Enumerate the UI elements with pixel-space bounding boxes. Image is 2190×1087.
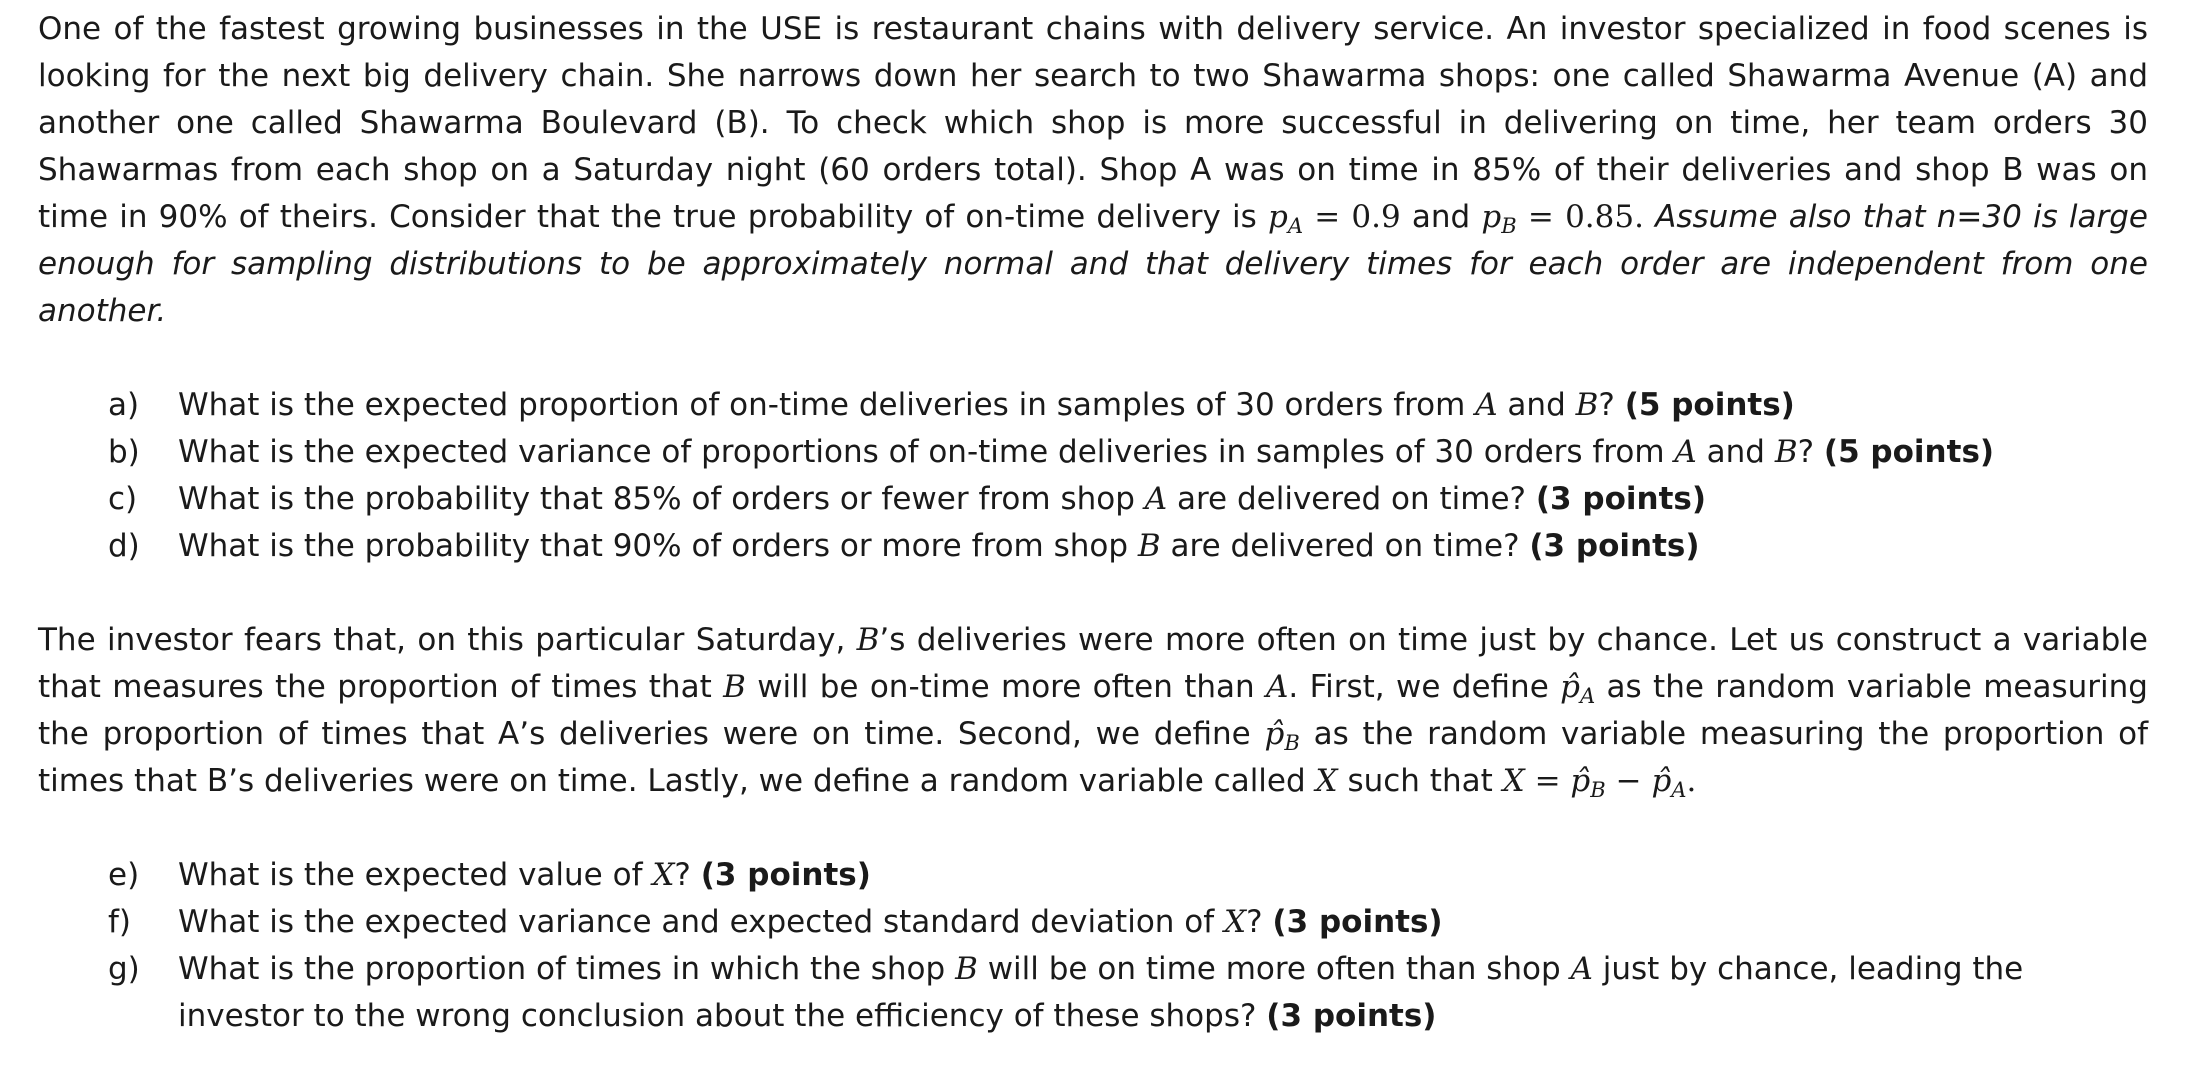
math-phat-B: $p̂_B$ bbox=[1264, 716, 1300, 755]
points-badge: (3 points) bbox=[1535, 481, 1707, 517]
problem-sheet bbox=[38, 6, 2148, 1087]
math-pA: $p_A = 0.9$ bbox=[1267, 199, 1401, 238]
question-c: c) What is the probability that 85% of orders or fewer from shop A are delivered on time? (3 points) bbox=[108, 481, 1707, 517]
question-b: b) What is the expected variance of proportions of on-time deliveries in samples of 30 orders from A and B? (5 points) bbox=[108, 434, 1995, 470]
points-badge: (3 points) bbox=[1529, 528, 1700, 564]
question-g: g) What is the proportion of times in which the shop B will be on time more often than shop A just by chance, leading the investor to the wrong conclusion about the efficiency of these shops? (3 points) bbox=[108, 951, 2024, 1034]
points-badge: (3 points) bbox=[700, 857, 871, 893]
question-f: f) What is the expected variance and expected standard deviation of X? (3 points) bbox=[108, 904, 1443, 940]
intro-assumption-note: Assume also that n=30 is large enough for sampling distributions to be approximately normal and that delivery times for each order are independent from one another. bbox=[38, 199, 2148, 329]
variable-definition-paragraph: The investor fears that, on this particular Saturday, B’s deliveries were more often on time just by chance. Let us construct a variable that measures the proportion of times that B will be on-time more often than A. First, we define $p̂_A$ as the random variable measuring the proportion of times that A’s deliveries were on time. Second, we define $p̂_B$ as the random variable measuring the proportion of times that B’s deliveries were on time. Lastly, we define a random variable called X such that $X = p̂_B$ − $p̂_A$. bbox=[38, 622, 2148, 802]
question-a: a) What is the expected proportion of on-time deliveries in samples of 30 orders from A and B? (5 points) bbox=[108, 387, 1795, 423]
intro-paragraph bbox=[38, 6, 2148, 335]
math-x-definition: $X = p̂_B$ − $p̂_A$. bbox=[1502, 763, 1697, 802]
question-list-1 bbox=[38, 382, 2148, 570]
math-phat-A: $p̂_A$ bbox=[1560, 669, 1596, 708]
question-d: d) What is the probability that 90% of orders or more from shop B are delivered on time? (3 points) bbox=[108, 528, 1700, 564]
intro-and: and bbox=[1400, 199, 1482, 235]
points-badge: (5 points) bbox=[1823, 434, 1995, 470]
points-badge: (3 points) bbox=[1272, 904, 1443, 940]
question-list-2 bbox=[38, 852, 2148, 1040]
points-badge: (3 points) bbox=[1266, 998, 1437, 1034]
points-badge: (5 points) bbox=[1624, 387, 1795, 423]
intro-text: One of the fastest growing businesses in the USE is restaurant chains with delivery service. An investor specialized in food scenes is looking for the next big delivery chain. She narrows down her search to two Shawarma shops: one called Shawarma Avenue (A) and another one called Shawarma Boulevard (B). To check which shop is more successful in delivering on time, her team orders 30 Shawarmas from each shop on a Saturday night (60 orders total). Shop A was on time in 85% of their deliveries and shop B was on time in 90% of theirs. Consider that the true probability of on-time delivery is bbox=[38, 11, 2148, 235]
math-pB: $p_B = 0.85$. bbox=[1481, 199, 1644, 238]
question-e: e) What is the expected value of X? (3 points) bbox=[108, 857, 871, 893]
